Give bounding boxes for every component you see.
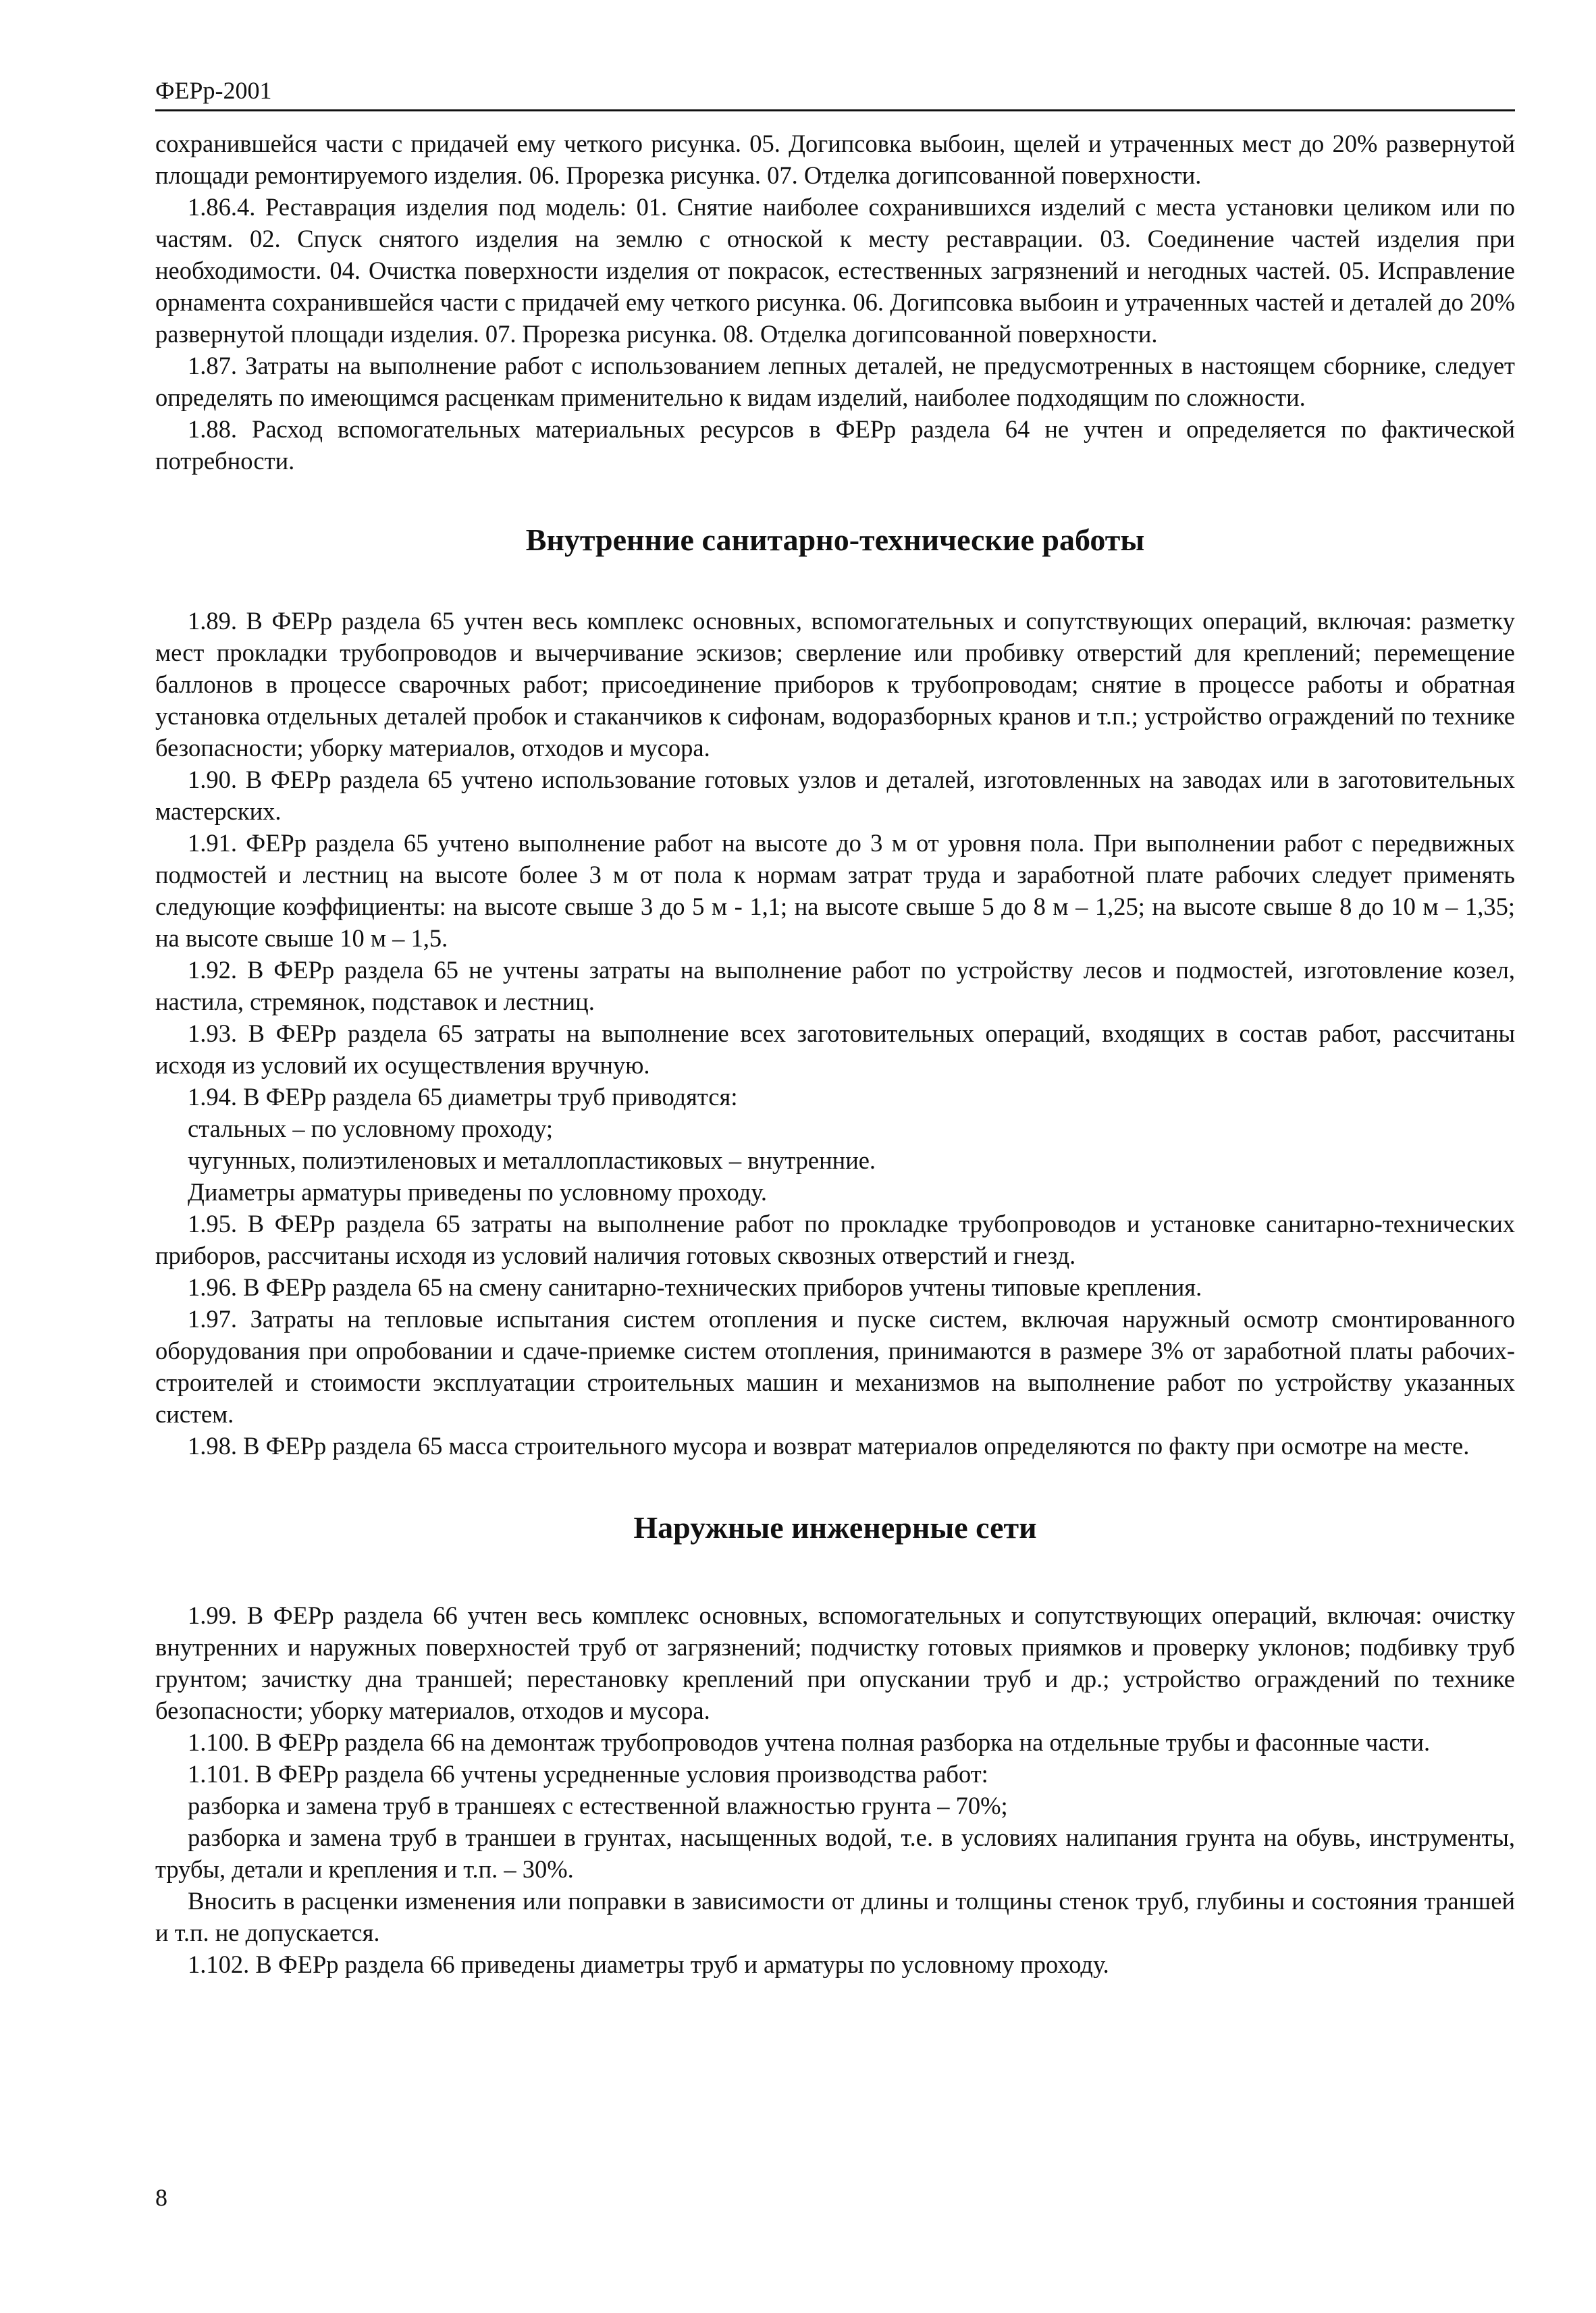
paragraph-1-86-4: 1.86.4. Реставрация изделия под модель: 01. Снятие наиболее сохранившихся изделий с места установки целиком или по частям. 02. Спуск снятого изделия на землю с отноской к месту реставрации. 03. Соединение частей изделия при необходимости. 04. Очистка поверхности изделия от покрасок, естественных загрязнений и негодных частей. 05. Исправление орнамента сохранившейся части с придачей ему четкого рисунка. 06. Догипсовка выбоин и утраченных частей и деталей до 20% развернутой площади изделия. 07. Прорезка рисунка. 08. Отделка догипсованной поверхности.: [155, 193, 1515, 348]
paragraph-1-92: 1.92. В ФЕРр раздела 65 не учтены затраты на выполнение работ по устройству лесов и подмостей, изготовление козел, настила, стремянок, подставок и лестниц.: [155, 956, 1515, 1015]
running-header: ФЕРр-2001: [155, 76, 1515, 111]
paragraph-1-91: 1.91. ФЕРр раздела 65 учтено выполнение работ на высоте до 3 м от уровня пола. При выполнении работ с передвижных подмостей и лестниц на высоте более 3 м от пола к нормам затрат труда и заработной плате рабочих следует применять следующие коэффициенты: на высоте свыше 3 до 5 м - 1,1; на высоте свыше 5 до 8 м – 1,25; на высоте свыше 8 до 10 м – 1,35; на высоте свыше 10 м – 1,5.: [155, 829, 1515, 952]
list-item-steel: стальных – по условному проходу;: [188, 1115, 554, 1142]
paragraph-1-94: 1.94. В ФЕРр раздела 65 диаметры труб приводятся:: [188, 1083, 738, 1111]
paragraph-1-101: 1.101. В ФЕРр раздела 66 учтены усредненные условия производства работ:: [188, 1760, 988, 1788]
paragraph-1-87: 1.87. Затраты на выполнение работ с использованием лепных деталей, не предусмотренных в настоящем сборнике, следует определять по имеющимся расценкам применительно к видам изделий, наиболее подходящим по сложности.: [155, 352, 1515, 411]
list-item-natural-moisture: разборка и замена труб в траншеях с естественной влажностью грунта – 70%;: [188, 1792, 1008, 1819]
paragraph-1-99: 1.99. В ФЕРр раздела 66 учтен весь комплекс основных, вспомогательных и сопутствующих операций, включая: очистку внутренних и наружных поверхностей труб от загрязнений; подчистку готовых приямков и проверку уклонов; подбивку труб грунтом; зачистку дна траншей; перестановку креплений при опускании труб и др.; устройство ограждений по технике безопасности; уборку материалов, отходов и мусора.: [155, 1601, 1515, 1724]
paragraph-1-96: 1.96. В ФЕРр раздела 65 на смену санитарно-технических приборов учтены типовые крепления.: [188, 1273, 1202, 1301]
paragraph-continuation: сохранившейся части с придачей ему четкого рисунка. 05. Догипсовка выбоин, щелей и утраченных мест до 20% развернутой площади ремонтируемого изделия. 06. Прорезка рисунка. 07. Отделка догипсованной поверхности.: [155, 130, 1515, 189]
paragraph-valve-diameters: Диаметры арматуры приведены по условному проходу.: [188, 1178, 767, 1206]
paragraph-1-102: 1.102. В ФЕРр раздела 66 приведены диаметры труб и арматуры по условному проходу.: [188, 1950, 1109, 1978]
page-number: 8: [155, 2184, 167, 2211]
paragraph-1-89: 1.89. В ФЕРр раздела 65 учтен весь комплекс основных, вспомогательных и сопутствующих операций, включая: разметку мест прокладки трубопроводов и вычерчивание эскизов; сверление или пробивку отверстий для креплений; перемещение баллонов в процессе сварочных работ; присоединение приборов к трубопроводам; снятие в процессе работы и обратная установка отдельных деталей пробок и стаканчиков к сифонам, водоразборных кранов и т.п.; устройство ограждений по технике безопасности; уборку материалов, отходов и мусора.: [155, 607, 1515, 762]
paragraph-1-97: 1.97. Затраты на тепловые испытания систем отопления и пуске систем, включая наружный осмотр смонтированного оборудования при опробовании и сдаче-приемке систем отопления, принимаются в размере 3% от заработной платы рабочих-строителей и стоимости эксплуатации строительных машин и механизмов на выполнение работ по устройству указанных систем.: [155, 1305, 1515, 1428]
section-heading-plumbing: Внутренние санитарно-технические работы: [525, 523, 1145, 557]
paragraph-1-100: 1.100. В ФЕРр раздела 66 на демонтаж трубопроводов учтена полная разборка на отдельные трубы и фасонные части.: [188, 1728, 1431, 1756]
paragraph-1-90: 1.90. В ФЕРр раздела 65 учтено использование готовых узлов и деталей, изготовленных на заводах или в заготовительных мастерских.: [155, 766, 1515, 825]
paragraph-1-88: 1.88. Расход вспомогательных материальных ресурсов в ФЕРр раздела 64 не учтен и определяется по фактической потребности.: [155, 415, 1515, 475]
section-heading-external-networks: Наружные инженерные сети: [633, 1510, 1037, 1545]
list-item-cast-iron: чугунных, полиэтиленовых и металлопластиковых – внутренние.: [188, 1146, 876, 1174]
document-page: [155, 76, 1515, 1980]
paragraph-no-changes: Вносить в расценки изменения или поправки в зависимости от длины и толщины стенок труб, глубины и состояния траншей и т.п. не допускается.: [155, 1887, 1515, 1946]
list-item-saturated-soil: разборка и замена труб в траншеи в грунтах, насыщенных водой, т.е. в условиях налипания грунта на обувь, инструменты, трубы, детали и крепления и т.п. – 30%.: [155, 1824, 1515, 1883]
paragraph-1-98: 1.98. В ФЕРр раздела 65 масса строительного мусора и возврат материалов определяются по факту при осмотре на месте.: [188, 1432, 1470, 1460]
paragraph-1-95: 1.95. В ФЕРр раздела 65 затраты на выполнение работ по прокладке трубопроводов и установке санитарно-технических приборов, рассчитаны исходя из условий наличия готовых сквозных отверстий и гнезд.: [155, 1210, 1515, 1269]
paragraph-1-93: 1.93. В ФЕРр раздела 65 затраты на выполнение всех заготовительных операций, входящих в состав работ, рассчитаны исходя из условий их осуществления вручную.: [155, 1019, 1515, 1079]
